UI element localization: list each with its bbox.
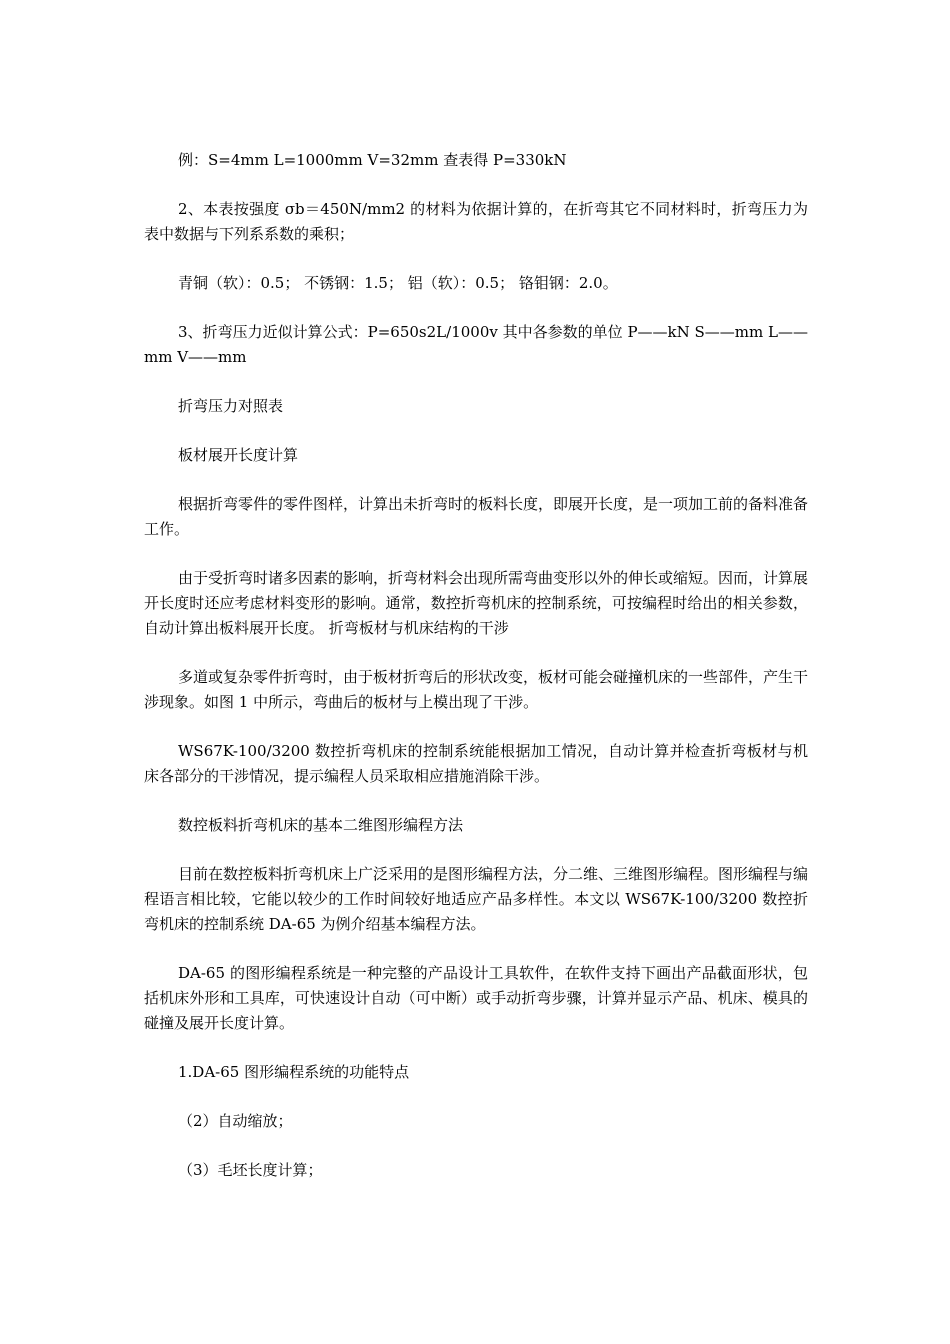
paragraph-example: 例：S=4mm L=1000mm V=32mm 查表得 P=330kN: [178, 151, 567, 169]
paragraph-note-2: 2、本表按强度 σb＝450N/mm2 的材料为依据计算的，在折弯其它不同材料时，折弯压力为表中数据与下列系系数的乘积；: [144, 200, 808, 243]
heading-pressure-table: 折弯压力对照表: [178, 397, 284, 415]
document-body: [144, 148, 808, 1207]
paragraph-note-3: 3、折弯压力近似计算公式：P=650s2L/1000v 其中各参数的单位 P——kN S——mm L——mm V——mm: [144, 323, 808, 366]
heading-2d-programming: 数控板料折弯机床的基本二维图形编程方法: [178, 816, 464, 834]
paragraph-control-system: WS67K-100/3200 数控折弯机床的控制系统能根据加工情况，自动计算并检查折弯板材与机床各部分的干涉情况，提示编程人员采取相应措施消除干涉。: [144, 742, 808, 785]
heading-da65-features: 1.DA-65 图形编程系统的功能特点: [178, 1063, 410, 1081]
paragraph-da65-system: DA-65 的图形编程系统是一种完整的产品设计工具软件，在软件支持下画出产品截面形状，包括机床外形和工具库，可快速设计自动（可中断）或手动折弯步骤，计算并显示产品、机床、模具的碰撞及展开长度计算。: [144, 964, 808, 1032]
paragraph-coefficients: 青铜（软）：0.5； 不锈钢：1.5； 铝（软）：0.5； 铬钼钢：2.0。: [178, 274, 618, 292]
paragraph-unfold-intro: 根据折弯零件的零件图样，计算出未折弯时的板料长度，即展开长度，是一项加工前的备料准备工作。: [144, 495, 809, 538]
list-item-auto-zoom: （2）自动缩放；: [178, 1112, 293, 1130]
heading-unfold-length: 板材展开长度计算: [178, 446, 299, 464]
paragraph-graphic-programming: 目前在数控板料折弯机床上广泛采用的是图形编程方法，分二维、三维图形编程。图形编程与编程语言相比较，它能以较少的工作时间较好地适应产品多样性。本文以 WS67K-100/3200 数控折弯机床的控制系统 DA-65 为例介绍基本编程方法。: [144, 865, 809, 933]
paragraph-interference: 多道或复杂零件折弯时，由于板材折弯后的形状改变，板材可能会碰撞机床的一些部件，产生干涉现象。如图 1 中所示，弯曲后的板材与上模出现了干涉。: [144, 668, 809, 711]
list-item-blank-length: （3）毛坯长度计算；: [178, 1161, 323, 1179]
paragraph-deformation: 由于受折弯时诸多因素的影响，折弯材料会出现所需弯曲变形以外的伸长或缩短。因而，计算展开长度时还应考虑材料变形的影响。通常，数控折弯机床的控制系统，可按编程时给出的相关参数，自动计算出板料展开长度。 折弯板材与机床结构的干涉: [144, 569, 809, 637]
